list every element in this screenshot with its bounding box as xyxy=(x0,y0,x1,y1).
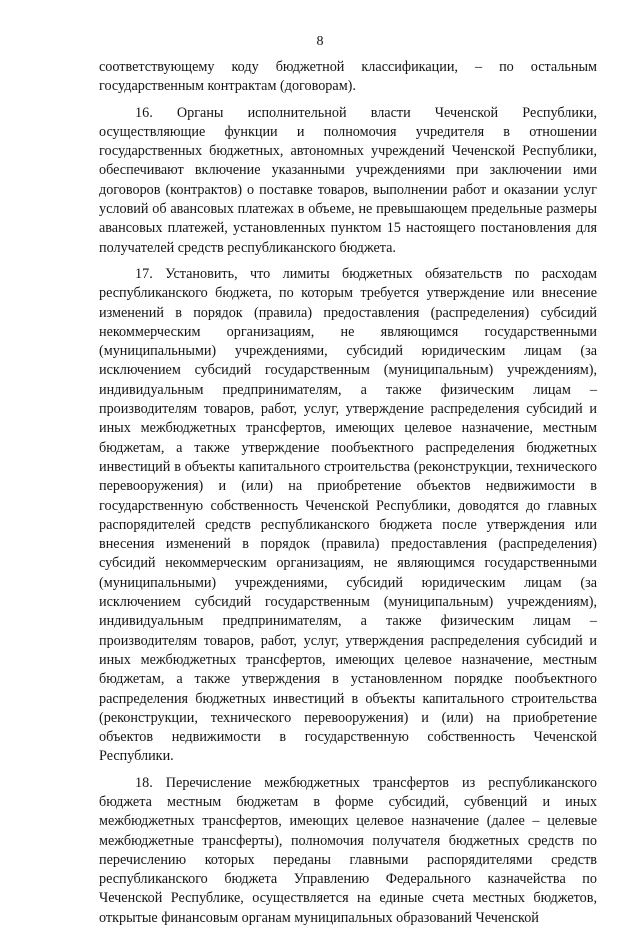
paragraph-continuation: соответствующему коду бюджетной классификации, – по остальным государственным контрактам (договорам). xyxy=(99,59,597,95)
page-number: 8 xyxy=(316,34,324,49)
paragraph-18: 18. Перечисление межбюджетных трансфертов из республиканского бюджета местным бюджетам в форме субсидий, субвенций и иных межбюджетных трансфертов, имеющих целевое назначение (далее – целевые межбюджетные трансферты), полномочия получателя бюджетных средств по перечислению которых переданы главными распорядителями средств республиканского бюджета Управлению Федерального казначейства по Чеченской Республике, осуществляется на единые счета местных бюджетов, открытые финансовым органам муниципальных образований Чеченской xyxy=(99,774,597,926)
paragraph-17: 17. Установить, что лимиты бюджетных обязательств по расходам республиканского бюджета, по которым требуется утверждение или внесение изменений в порядок (правила) предоставления (распределения) субсидий некоммерческим организациям, не являющимся государственными (муниципальными) учреждениями, субсидий юридическим лицам (за исключением субсидий государственным (муниципальным) учреждениям), индивидуальным предпринимателям, а также физическим лицам – производителям товаров, работ, услуг, утверждение распределения субсидий и иных межбюджетных трансфертов, имеющих целевое назначение, местным бюджетам, а также утверждение пообъектного распределения бюджетных инвестиций в объекты капитального строительства (реконструкции, технического перевооружения) и (или) на приобретение объектов недвижимости в государственную собственность Чеченской Республики, доводятся до главных распорядителей средств республиканского бюджета после утверждения или внесения изменений в порядок (правила) предоставления (распределения) субсидий некоммерческим организациям, не являющимся государственными (муниципальными) учреждениями, субсидий юридическим лицам (за исключением субсидий государственным (муниципальным) учреждениям), индивидуальным предпринимателям, а также физическим лицам – производителям товаров, работ, услуг, утверждения распределения субсидий и иных межбюджетных трансфертов, имеющих целевое назначение, местным бюджетам, а также утверждения в установленном порядке пообъектного распределения бюджетных инвестиций в объекты капитального строительства (реконструкции, технического перевооружения) и (или) на приобретение объектов недвижимости в государственную собственность Чеченской Республики. xyxy=(99,265,597,765)
paragraph-16: 16. Органы исполнительной власти Чеченской Республики, осуществляющие функции и полномочия учредителя в отношении государственных бюджетных, автономных учреждений Чеченской Республики, обеспечивают включение указанными учреждениями при заключении ими договоров (контрактов) о поставке товаров, выполнении работ и оказании услуг условий об авансовых платежах в объеме, не превышающем предельные размеры авансовых платежей, установленных пунктом 15 настоящего постановления для получателей средств республиканского бюджета. xyxy=(99,104,597,256)
document-body xyxy=(99,58,597,935)
